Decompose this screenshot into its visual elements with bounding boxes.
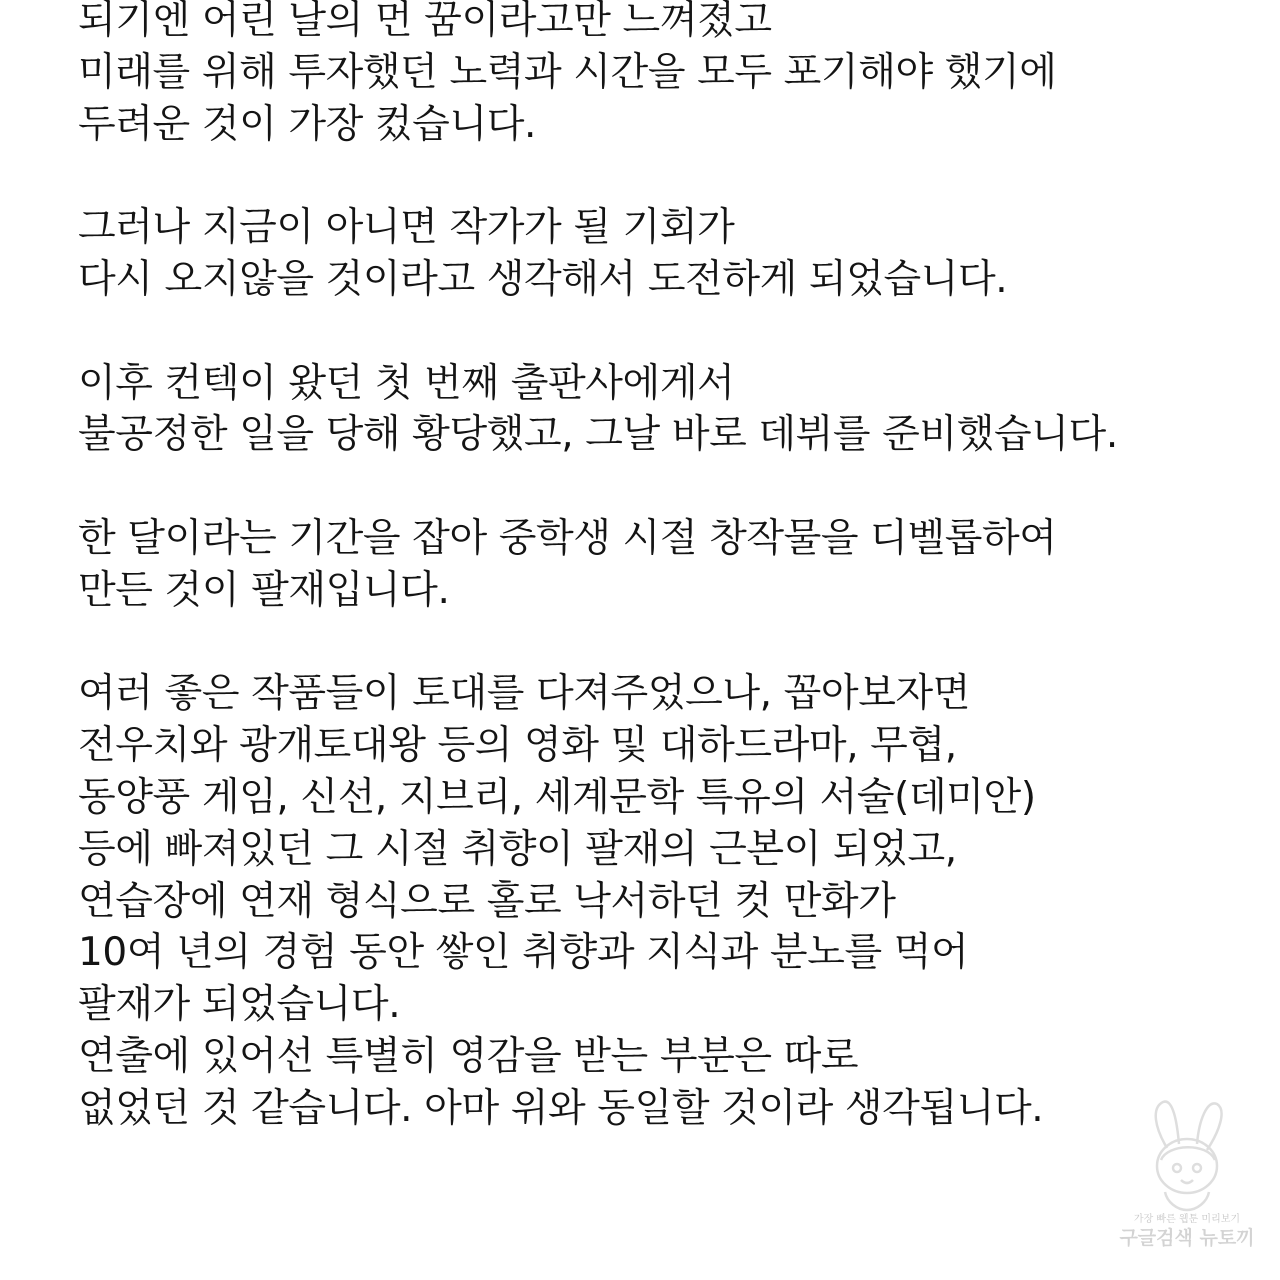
watermark-brand: 구글검색 뉴토끼 bbox=[1119, 1227, 1255, 1249]
paragraph-gap bbox=[78, 461, 1268, 513]
text-line: 미래를 위해 투자했던 노력과 시간을 모두 포기해야 했기에 bbox=[78, 49, 1057, 95]
article-text bbox=[78, 0, 1268, 1135]
paragraph-gap bbox=[78, 306, 1268, 358]
text-line: 그러나 지금이 아니면 작가가 될 기회가 bbox=[78, 205, 735, 251]
text-line: 이후 컨텍이 왔던 첫 번째 출판사에게서 bbox=[78, 360, 735, 406]
watermark-tagline: 가장 빠른 웹툰 미리보기 bbox=[1133, 1214, 1241, 1225]
text-line: 두려운 것이 가장 컸습니다. bbox=[78, 101, 537, 147]
text-line: 불공정한 일을 당해 황당했고, 그날 바로 데뷔를 준비했습니다. bbox=[78, 412, 1118, 458]
text-line: 동양풍 게임, 신선, 지브리, 세계문학 특유의 서술(데미안) bbox=[78, 774, 1036, 820]
paragraph-gap bbox=[78, 617, 1268, 669]
text-line: 10여 년의 경험 동안 쌓인 취향과 지식과 분노를 먹어 bbox=[78, 930, 969, 976]
text-line: 연습장에 연재 형식으로 홀로 낙서하던 컷 만화가 bbox=[78, 878, 896, 924]
text-line: 팔재가 되었습니다. bbox=[78, 982, 401, 1028]
text-line: 전우치와 광개토대왕 등의 영화 및 대하드라마, 무협, bbox=[78, 723, 957, 769]
text-line: 등에 빠져있던 그 시절 취향이 팔재의 근본이 되었고, bbox=[78, 826, 957, 872]
text-line: 만든 것이 팔재입니다. bbox=[78, 567, 450, 613]
paragraph-gap bbox=[78, 150, 1268, 202]
text-line: 연출에 있어선 특별히 영감을 받는 부분은 따로 bbox=[78, 1033, 859, 1079]
text-line: 여러 좋은 작품들이 토대를 다져주었으나, 꼽아보자면 bbox=[78, 671, 971, 717]
text-line: 없었던 것 같습니다. 아마 위와 동일할 것이라 생각됩니다. bbox=[78, 1085, 1044, 1131]
text-line: 다시 오지않을 것이라고 생각해서 도전하게 되었습니다. bbox=[78, 256, 1008, 302]
text-line: 한 달이라는 기간을 잡아 중학생 시절 창작물을 디벨롭하여 bbox=[78, 515, 1057, 561]
text-line: 되기엔 어린 날의 먼 꿈이라고만 느껴졌고 bbox=[78, 0, 772, 43]
bunny-mascot-icon bbox=[1137, 1098, 1237, 1214]
site-watermark bbox=[1112, 1098, 1262, 1258]
